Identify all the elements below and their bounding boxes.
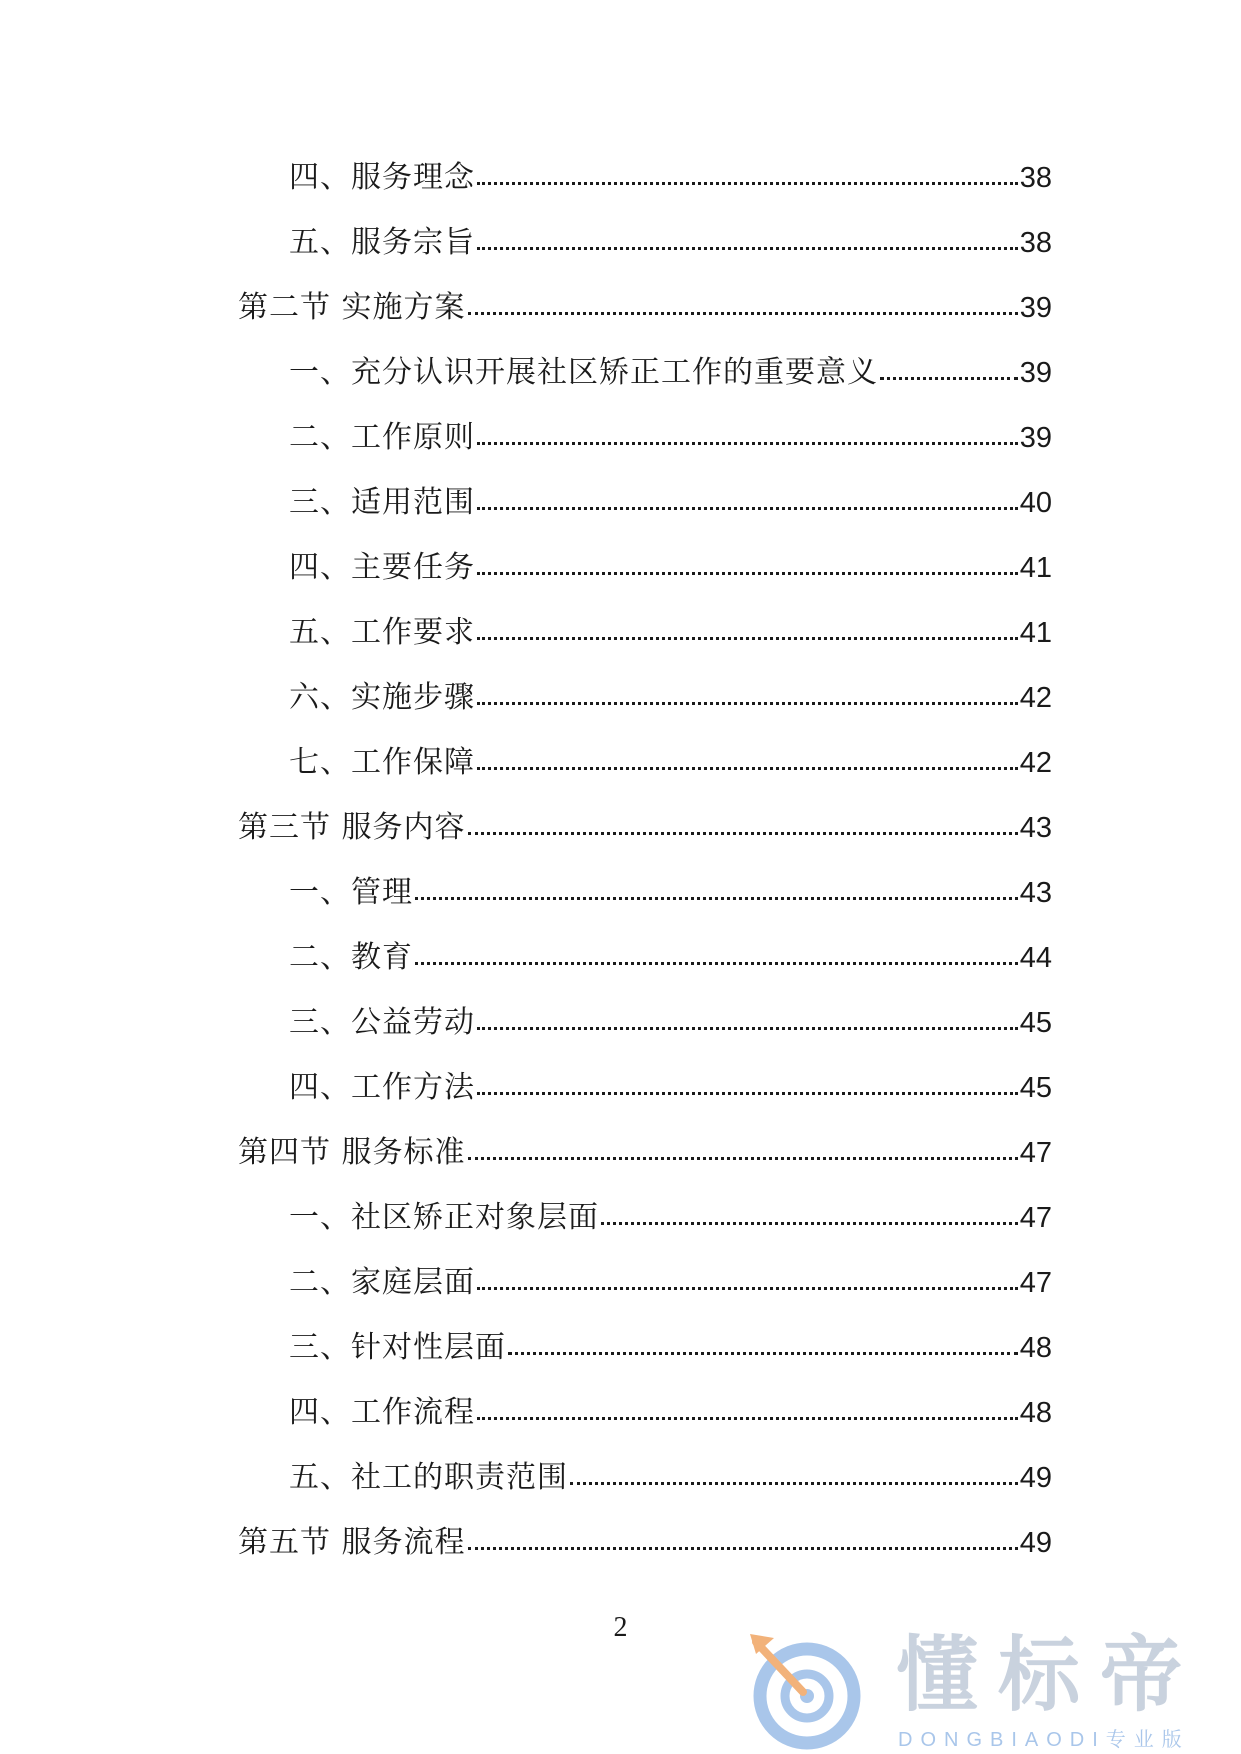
table-of-contents [238,158,1052,1588]
target-logo-icon [748,1632,866,1750]
toc-entry-page: 42 [1019,747,1052,779]
toc-entry-title: 第五节 服务流程 [238,1525,466,1560]
toc-subsection-entry[interactable] [238,938,1052,1003]
toc-entry-title: 四、工作流程 [289,1395,475,1430]
toc-dot-leader [477,507,1018,510]
toc-entry-page: 43 [1019,877,1052,909]
toc-entry-page: 49 [1019,1527,1052,1559]
toc-subsection-entry[interactable] [238,613,1052,678]
toc-entry-title: 四、工作方法 [289,1070,475,1105]
toc-entry-page: 41 [1019,552,1052,584]
toc-dot-leader [477,1287,1018,1290]
watermark [748,1628,1218,1751]
toc-dot-leader [477,1092,1018,1095]
toc-dot-leader [468,832,1018,835]
toc-entry-title: 三、公益劳动 [289,1005,475,1040]
toc-subsection-entry[interactable] [238,1198,1052,1263]
toc-dot-leader [508,1352,1018,1355]
toc-entry-page: 39 [1019,292,1052,324]
toc-entry-page: 43 [1019,812,1052,844]
toc-entry-title: 三、适用范围 [289,485,475,520]
toc-entry-page: 38 [1019,162,1052,194]
toc-entry-title: 一、社区矫正对象层面 [289,1200,599,1235]
toc-entry-page: 41 [1019,617,1052,649]
toc-dot-leader [477,767,1018,770]
toc-dot-leader [477,702,1018,705]
toc-entry-page: 47 [1019,1137,1052,1169]
toc-subsection-entry[interactable] [238,1003,1052,1068]
toc-section-entry[interactable] [238,288,1052,353]
toc-entry-title: 六、实施步骤 [289,680,475,715]
toc-dot-leader [477,572,1018,575]
watermark-brand: 懂标帝 [896,1628,1203,1723]
toc-subsection-entry[interactable] [238,158,1052,223]
toc-subsection-entry[interactable] [238,1263,1052,1328]
toc-entry-page: 49 [1019,1462,1052,1494]
toc-dot-leader [477,1417,1018,1420]
toc-dot-leader [477,182,1018,185]
toc-subsection-entry[interactable] [238,743,1052,808]
toc-entry-page: 48 [1019,1332,1052,1364]
toc-entry-page: 39 [1019,357,1052,389]
toc-entry-title: 五、社工的职责范围 [289,1460,568,1495]
toc-entry-title: 七、工作保障 [289,745,475,780]
toc-subsection-entry[interactable] [238,873,1052,938]
toc-dot-leader [468,312,1018,315]
toc-entry-page: 47 [1019,1267,1052,1299]
toc-entry-page: 38 [1019,227,1052,259]
toc-entry-page: 45 [1019,1007,1052,1039]
toc-section-entry[interactable] [238,1523,1052,1588]
toc-subsection-entry[interactable] [238,1458,1052,1523]
toc-section-entry[interactable] [238,1133,1052,1198]
toc-subsection-entry[interactable] [238,418,1052,483]
toc-entry-page: 44 [1019,942,1052,974]
toc-entry-title: 四、主要任务 [289,550,475,585]
toc-dot-leader [570,1482,1018,1485]
toc-entry-page: 42 [1019,682,1052,714]
toc-subsection-entry[interactable] [238,678,1052,743]
toc-entry-page: 45 [1019,1072,1052,1104]
toc-entry-title: 五、工作要求 [289,615,475,650]
toc-entry-title: 二、家庭层面 [289,1265,475,1300]
toc-section-entry[interactable] [238,808,1052,873]
toc-entry-title: 一、管理 [289,875,413,910]
toc-entry-title: 一、充分认识开展社区矫正工作的重要意义 [289,355,878,390]
toc-dot-leader [601,1222,1018,1225]
toc-dot-leader [477,442,1018,445]
toc-dot-leader [477,637,1018,640]
toc-dot-leader [468,1157,1018,1160]
toc-dot-leader [468,1547,1018,1550]
page-number: 2 [613,1612,628,1643]
toc-entry-title: 五、服务宗旨 [289,225,475,260]
toc-entry-page: 39 [1019,422,1052,454]
toc-entry-page: 40 [1019,487,1052,519]
toc-entry-title: 第四节 服务标准 [238,1135,466,1170]
toc-subsection-entry[interactable] [238,223,1052,288]
toc-entry-page: 48 [1019,1397,1052,1429]
toc-subsection-entry[interactable] [238,483,1052,548]
toc-subsection-entry[interactable] [238,1328,1052,1393]
toc-dot-leader [880,377,1018,380]
toc-entry-page: 47 [1019,1202,1052,1234]
toc-dot-leader [477,1027,1018,1030]
toc-dot-leader [477,247,1018,250]
toc-subsection-entry[interactable] [238,353,1052,418]
toc-subsection-entry[interactable] [238,548,1052,613]
toc-entry-title: 第二节 实施方案 [238,290,466,325]
toc-entry-title: 四、服务理念 [289,160,475,195]
watermark-subtitle: DONGBIAODI专业版 [898,1729,1190,1751]
toc-dot-leader [415,962,1018,965]
toc-entry-title: 二、教育 [289,940,413,975]
toc-entry-title: 第三节 服务内容 [238,810,466,845]
toc-entry-title: 二、工作原则 [289,420,475,455]
toc-subsection-entry[interactable] [238,1393,1052,1458]
toc-dot-leader [415,897,1018,900]
toc-subsection-entry[interactable] [238,1068,1052,1133]
toc-entry-title: 三、针对性层面 [289,1330,506,1365]
